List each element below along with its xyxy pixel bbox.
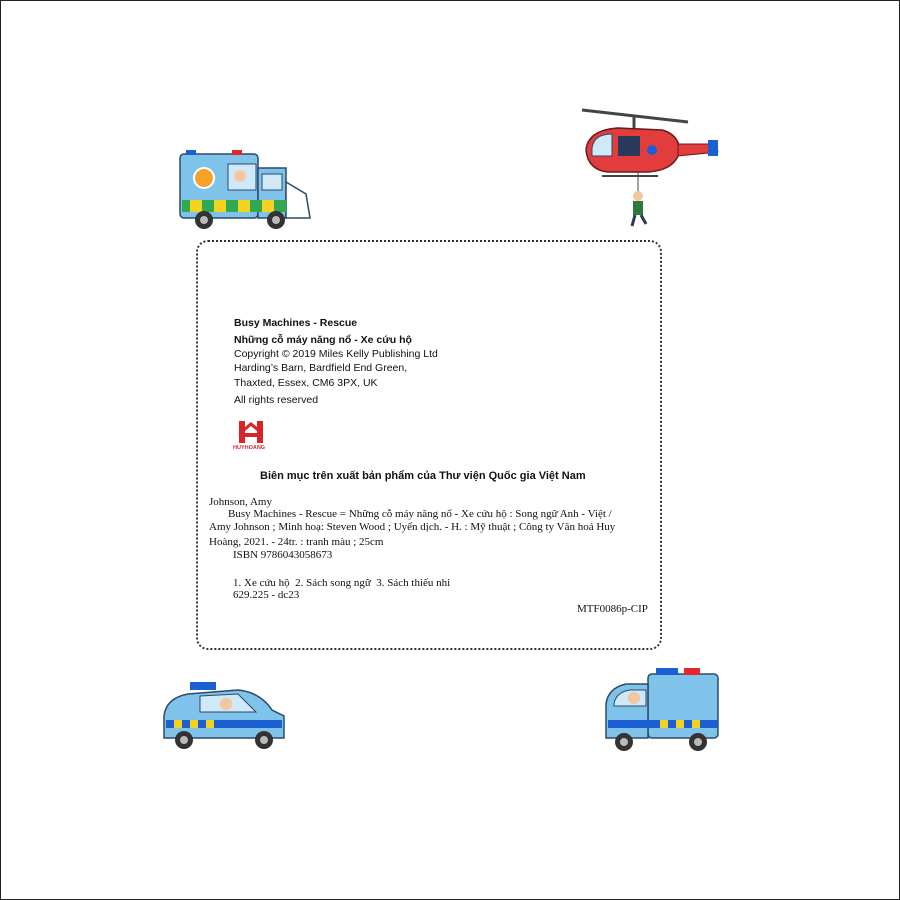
cip-author: Johnson, Amy — [209, 496, 272, 508]
address-line-1: Harding’s Barn, Bardfield End Green, — [234, 362, 408, 374]
copyright-line: Copyright © 2019 Miles Kelly Publishing Ltd — [234, 348, 438, 360]
ambulance-icon — [172, 142, 322, 232]
title-vietnamese: Những cỗ máy năng nổ - Xe cứu hộ — [234, 334, 412, 346]
police-van-icon — [600, 664, 730, 756]
cip-record-id: MTF0086p-CIP — [577, 603, 648, 615]
cip-description-3: Hoàng, 2021. - 24tr. : tranh màu ; 25cm — [209, 536, 384, 548]
cip-isbn: ISBN 9786043058673 — [233, 549, 333, 561]
address-line-2: Thaxted, Essex, CM6 3PX, UK — [234, 377, 378, 389]
publisher-logo-text: HUYHOANG — [233, 445, 266, 451]
police-car-icon — [160, 676, 290, 756]
cip-subjects: 1. Xe cứu hộ 2. Sách song ngữ 3. Sách thiếu nhi — [233, 577, 451, 589]
cip-description-1: Busy Machines - Rescue = Những cỗ máy năng nổ - Xe cứu hộ : Song ngữ Anh - Việt / — [228, 508, 612, 520]
cip-description-2: Amy Johnson ; Minh hoạ: Steven Wood ; Uyển dịch. - H. : Mỹ thuật ; Công ty Văn hoá Huy — [209, 521, 616, 533]
title-english: Busy Machines - Rescue — [234, 317, 358, 329]
cip-heading: Biên mục trên xuất bản phẩm của Thư viện Quốc gia Việt Nam — [260, 470, 586, 482]
rights-line: All rights reserved — [234, 394, 319, 406]
cip-classification: 629.225 - dc23 — [233, 589, 300, 601]
helicopter-icon — [578, 100, 728, 230]
